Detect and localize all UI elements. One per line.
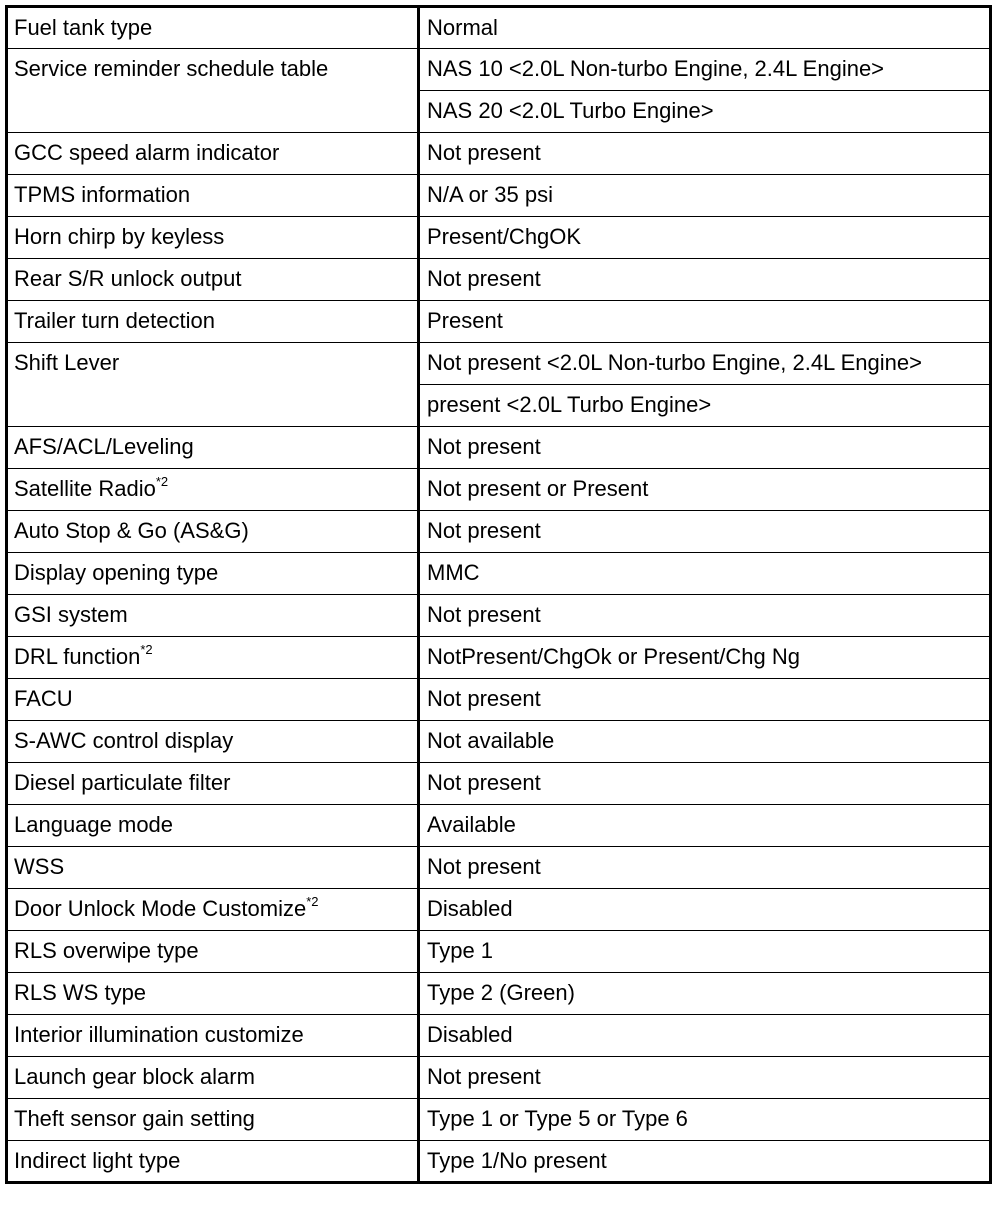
value-cell: Not present	[419, 847, 991, 889]
footnote-marker: *2	[155, 473, 169, 489]
item-cell	[7, 469, 419, 511]
item-cell	[7, 595, 419, 637]
specification-table-body	[7, 7, 991, 1183]
item-label: Fuel tank type	[14, 15, 153, 40]
table-row	[7, 1141, 991, 1183]
item-label: AFS/ACL/Leveling	[14, 434, 194, 459]
item-cell	[7, 343, 419, 427]
item-cell	[7, 721, 419, 763]
item-label: GSI system	[14, 602, 128, 627]
item-label: Satellite Radio	[14, 476, 156, 501]
item-cell	[7, 7, 419, 49]
table-row	[7, 1099, 991, 1141]
table-row	[7, 427, 991, 469]
value-cell: NotPresent/ChgOk or Present/Chg Ng	[419, 637, 991, 679]
table-row	[7, 679, 991, 721]
item-label: Theft sensor gain setting	[14, 1106, 255, 1131]
table-row	[7, 133, 991, 175]
table-row	[7, 847, 991, 889]
item-cell	[7, 1099, 419, 1141]
table-row	[7, 49, 991, 91]
item-label: Horn chirp by keyless	[14, 224, 225, 249]
value-cell: Not present	[419, 511, 991, 553]
value-cell: Type 2 (Green)	[419, 973, 991, 1015]
table-row	[7, 637, 991, 679]
item-cell	[7, 847, 419, 889]
value-cell: NAS 10 <2.0L Non-turbo Engine, 2.4L Engine>	[419, 49, 991, 91]
table-row	[7, 301, 991, 343]
item-cell	[7, 301, 419, 343]
table-row	[7, 553, 991, 595]
table-row	[7, 1057, 991, 1099]
table-row	[7, 889, 991, 931]
value-cell: Not present	[419, 679, 991, 721]
value-cell: N/A or 35 psi	[419, 175, 991, 217]
item-cell	[7, 553, 419, 595]
item-label: TPMS information	[14, 182, 191, 207]
table-row	[7, 721, 991, 763]
value-cell: Not present or Present	[419, 469, 991, 511]
table-row	[7, 805, 991, 847]
value-cell: present <2.0L Turbo Engine>	[419, 385, 991, 427]
value-cell: NAS 20 <2.0L Turbo Engine>	[419, 91, 991, 133]
value-cell: Not present	[419, 595, 991, 637]
value-cell: Present/ChgOK	[419, 217, 991, 259]
item-label: Shift Lever	[14, 350, 120, 375]
item-cell	[7, 1141, 419, 1183]
table-row	[7, 931, 991, 973]
value-cell: Not present	[419, 259, 991, 301]
item-label: DRL function	[14, 644, 141, 669]
item-cell	[7, 637, 419, 679]
value-cell: Not present	[419, 427, 991, 469]
item-label: Service reminder schedule table	[14, 56, 329, 81]
table-row	[7, 595, 991, 637]
table-row	[7, 259, 991, 301]
item-cell	[7, 259, 419, 301]
item-label: Auto Stop & Go (AS&G)	[14, 518, 249, 543]
item-cell	[7, 217, 419, 259]
value-cell: Type 1 or Type 5 or Type 6	[419, 1099, 991, 1141]
item-cell	[7, 679, 419, 721]
value-cell: MMC	[419, 553, 991, 595]
item-label: WSS	[14, 854, 65, 879]
table-row	[7, 1015, 991, 1057]
table-row	[7, 343, 991, 385]
item-cell	[7, 763, 419, 805]
item-label: S-AWC control display	[14, 728, 234, 753]
item-label: Diesel particulate filter	[14, 770, 231, 795]
table-row	[7, 469, 991, 511]
item-label: Trailer turn detection	[14, 308, 215, 333]
value-cell: Not present <2.0L Non-turbo Engine, 2.4L Engine>	[419, 343, 991, 385]
specification-table	[5, 5, 992, 1184]
item-label: Language mode	[14, 812, 174, 837]
item-label: RLS WS type	[14, 980, 147, 1005]
value-cell: Available	[419, 805, 991, 847]
item-cell	[7, 1015, 419, 1057]
item-cell	[7, 805, 419, 847]
item-cell	[7, 49, 419, 133]
value-cell: Not present	[419, 133, 991, 175]
item-cell	[7, 175, 419, 217]
table-row	[7, 7, 991, 49]
value-cell: Not present	[419, 1057, 991, 1099]
item-label: Door Unlock Mode Customize	[14, 896, 307, 921]
value-cell: Present	[419, 301, 991, 343]
value-cell: Not available	[419, 721, 991, 763]
item-label: FACU	[14, 686, 73, 711]
item-cell	[7, 973, 419, 1015]
item-label: RLS overwipe type	[14, 938, 199, 963]
value-cell: Type 1/No present	[419, 1141, 991, 1183]
item-label: GCC speed alarm indicator	[14, 140, 280, 165]
table-row	[7, 763, 991, 805]
item-cell	[7, 1057, 419, 1099]
table-row	[7, 973, 991, 1015]
value-cell: Normal	[419, 7, 991, 49]
value-cell: Disabled	[419, 889, 991, 931]
value-cell: Not present	[419, 763, 991, 805]
item-label: Display opening type	[14, 560, 219, 585]
table-row	[7, 175, 991, 217]
table-row	[7, 511, 991, 553]
table-row	[7, 217, 991, 259]
item-cell	[7, 133, 419, 175]
item-cell	[7, 889, 419, 931]
item-label: Interior illumination customize	[14, 1022, 304, 1047]
footnote-marker: *2	[140, 641, 153, 657]
item-cell	[7, 427, 419, 469]
item-label: Launch gear block alarm	[14, 1064, 255, 1089]
item-label: Indirect light type	[14, 1148, 181, 1173]
value-cell: Disabled	[419, 1015, 991, 1057]
item-cell	[7, 931, 419, 973]
item-label: Rear S/R unlock output	[14, 266, 242, 291]
value-cell: Type 1	[419, 931, 991, 973]
footnote-marker: *2	[306, 893, 319, 909]
item-cell	[7, 511, 419, 553]
